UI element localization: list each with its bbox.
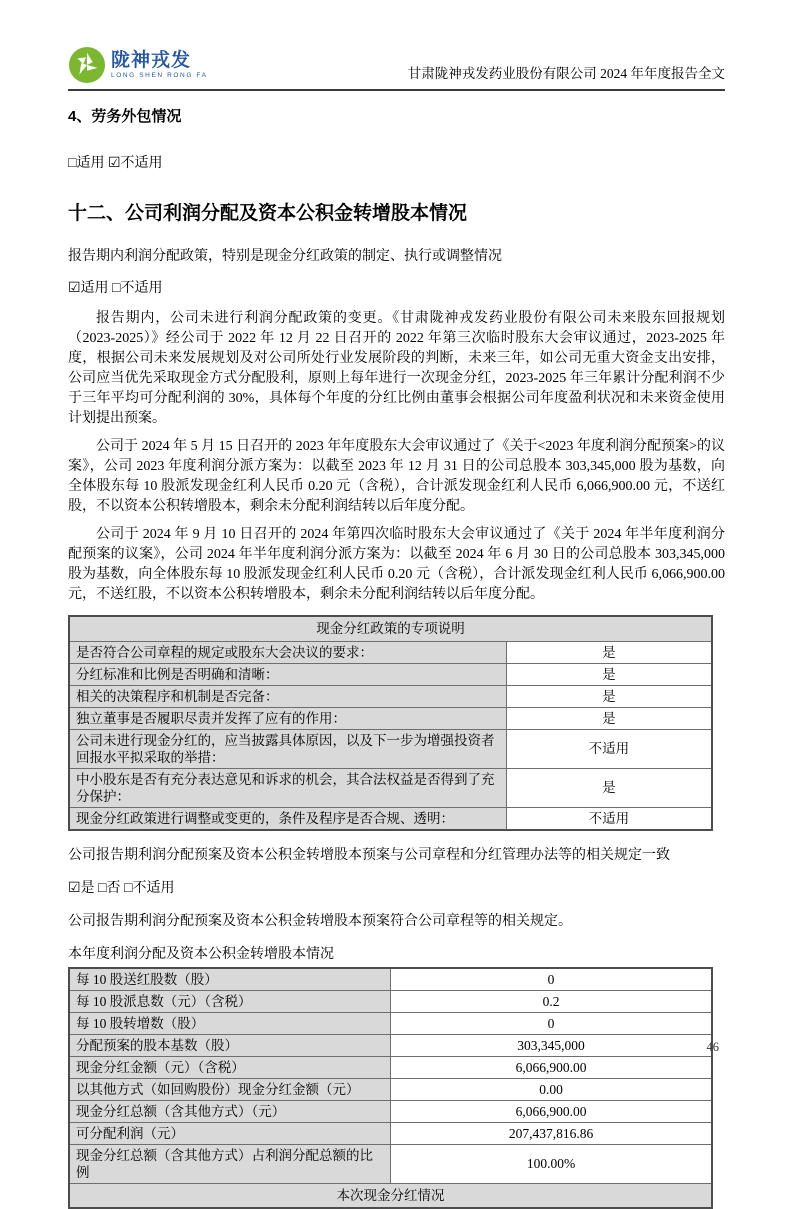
- table-row: [69, 1034, 712, 1056]
- row-label: 现金分红总额（含其他方式）（元）: [69, 1100, 391, 1122]
- table-row: [69, 641, 712, 663]
- row-label: 分红标准和比例是否明确和清晰：: [69, 663, 506, 685]
- row-label: 可分配利润（元）: [69, 1122, 391, 1144]
- row-value: 6,066,900.00: [391, 1056, 713, 1078]
- row-value: 是: [506, 685, 712, 707]
- table-row: [69, 807, 712, 830]
- dividend-2023-paragraph: 公司于 2024 年 5 月 15 日召开的 2023 年年度股东大会审议通过了《关于<2023 年度利润分配预案>的议案》，公司 2023 年度利润分派方案为：以截至 2023 年 12 月 31 日的公司总股本 303,345,000 股为基数，向全体股东每 10 股派发现金红利人民币 0.20 元（含税），合计派发现金红利人民币 6,066,900.00 元，不送红股，不以资本公积转增股本，剩余未分配利润结转以后年度分配。: [68, 437, 725, 517]
- row-label: 中小股东是否有充分表达意见和诉求的机会，其合法权益是否得到了充分保护：: [69, 768, 506, 807]
- table-row: [69, 1122, 712, 1144]
- row-value: 0: [391, 968, 713, 991]
- consistency-checkboxes: ☑是 □否 □不适用: [68, 877, 725, 897]
- page-header: [0, 0, 793, 84]
- row-value: 是: [506, 641, 712, 663]
- row-label: 是否符合公司章程的规定或股东大会决议的要求：: [69, 641, 506, 663]
- row-value: 207,437,816.86: [391, 1122, 713, 1144]
- row-label: 现金分红政策进行调整或变更的，条件及程序是否合规、透明：: [69, 807, 506, 830]
- row-label: 每 10 股转增数（股）: [69, 1012, 391, 1034]
- row-value: 303,345,000: [391, 1034, 713, 1056]
- row-label: 分配预案的股本基数（股）: [69, 1034, 391, 1056]
- row-value: 不适用: [506, 729, 712, 768]
- profit-distribution-table-caption: 本年度利润分配及资本公积金转增股本情况: [68, 943, 725, 963]
- row-value: 是: [506, 768, 712, 807]
- profit-distribution-table: [68, 967, 713, 1209]
- policy-paragraph: 报告期内，公司未进行利润分配政策的变更。《甘肃陇神戎发药业股份有限公司未来股东回报规划（2023-2025）》经公司于 2022 年 12 月 22 日召开的 2022 年第三次临时股东大会审议通过，2023-2025 年度，根据公司未来发展规划及对公司所处行业发展阶段的判断，未来三年，如公司无重大资金支出安排，公司应当优先采取现金方式分配股利，原则上每年进行一次现金分红，2023-2025 年三年累计分配利润不少于三年平均可分配利润的 30%，具体每个年度的分红比例由董事会根据公司年度盈利状况和未来资金使用计划提出预案。: [68, 309, 725, 429]
- row-label: 每 10 股派息数（元）（含税）: [69, 990, 391, 1012]
- table-row: [69, 768, 712, 807]
- page-number: 46: [707, 1040, 720, 1055]
- row-value: 是: [506, 707, 712, 729]
- table-row: [69, 1078, 712, 1100]
- row-label: 相关的决策程序和机制是否完备：: [69, 685, 506, 707]
- company-logo: [68, 46, 208, 84]
- section12-heading: 十二、公司利润分配及资本公积金转增股本情况: [68, 198, 725, 225]
- row-label: 现金分红总额（含其他方式）占利润分配总额的比例: [69, 1144, 391, 1183]
- dividend-policy-intro: 报告期内利润分配政策，特别是现金分红政策的制定、执行或调整情况: [68, 245, 725, 265]
- table-header-row: [69, 616, 712, 641]
- conformance-statement: 公司报告期利润分配预案及资本公积金转增股本预案符合公司章程等的相关规定。: [68, 910, 725, 930]
- table-row: [69, 707, 712, 729]
- table2-footer: 本次现金分红情况: [69, 1183, 712, 1208]
- row-label: 以其他方式（如回购股份）现金分红金额（元）: [69, 1078, 391, 1100]
- row-value: 不适用: [506, 807, 712, 830]
- brand-text: [111, 51, 208, 80]
- row-value: 100.00%: [391, 1144, 713, 1183]
- document-title: 甘肃陇神戎发药业股份有限公司 2024 年年度报告全文: [408, 62, 725, 84]
- brand-name-en: LONG SHEN RONG FA: [111, 73, 208, 80]
- consistency-statement: 公司报告期利润分配预案及资本公积金转增股本预案与公司章程和分红管理办法等的相关规定一致: [68, 844, 725, 864]
- table-row: [69, 685, 712, 707]
- section4-applicability-checkboxes: □适用 ☑不适用: [68, 152, 725, 172]
- header-divider: [68, 89, 725, 91]
- section12-applicability-checkboxes: ☑适用 □不适用: [68, 277, 725, 297]
- row-label: 公司未进行现金分红的，应当披露具体原因，以及下一步为增强投资者回报水平拟采取的举措：: [69, 729, 506, 768]
- brand-name-cn: 陇神戎发: [111, 51, 208, 70]
- row-label: 每 10 股送红股数（股）: [69, 968, 391, 991]
- table-row: [69, 1056, 712, 1078]
- table-row: [69, 729, 712, 768]
- logo-pinwheel-icon: [68, 46, 106, 84]
- table-row: [69, 663, 712, 685]
- row-value: 6,066,900.00: [391, 1100, 713, 1122]
- table-row: [69, 968, 712, 991]
- cash-dividend-policy-table: [68, 615, 713, 831]
- table-row: [69, 1012, 712, 1034]
- row-value: 0.2: [391, 990, 713, 1012]
- table1-title: 现金分红政策的专项说明: [69, 616, 712, 641]
- section4-heading: 4、劳务外包情况: [68, 105, 725, 126]
- row-label: 独立董事是否履职尽责并发挥了应有的作用：: [69, 707, 506, 729]
- table-row: [69, 1100, 712, 1122]
- dividend-2024h1-paragraph: 公司于 2024 年 9 月 10 日召开的 2024 年第四次临时股东大会审议通过了《关于 2024 年半年度利润分配预案的议案》，公司 2024 年半年度利润分派方案为：以截至 2024 年 6 月 30 日的公司总股本 303,345,000 股为基数，向全体股东每 10 股派发现金红利人民币 0.20 元（含税），合计派发现金红利人民币 6,066,900.00 元，不送红股，不以资本公积转增股本，剩余未分配利润结转以后年度分配。: [68, 525, 725, 605]
- table-row: [69, 990, 712, 1012]
- table-row: [69, 1144, 712, 1183]
- row-value: 0.00: [391, 1078, 713, 1100]
- row-value: 0: [391, 1012, 713, 1034]
- table-footer-row: [69, 1183, 712, 1208]
- row-label: 现金分红金额（元）（含税）: [69, 1056, 391, 1078]
- row-value: 是: [506, 663, 712, 685]
